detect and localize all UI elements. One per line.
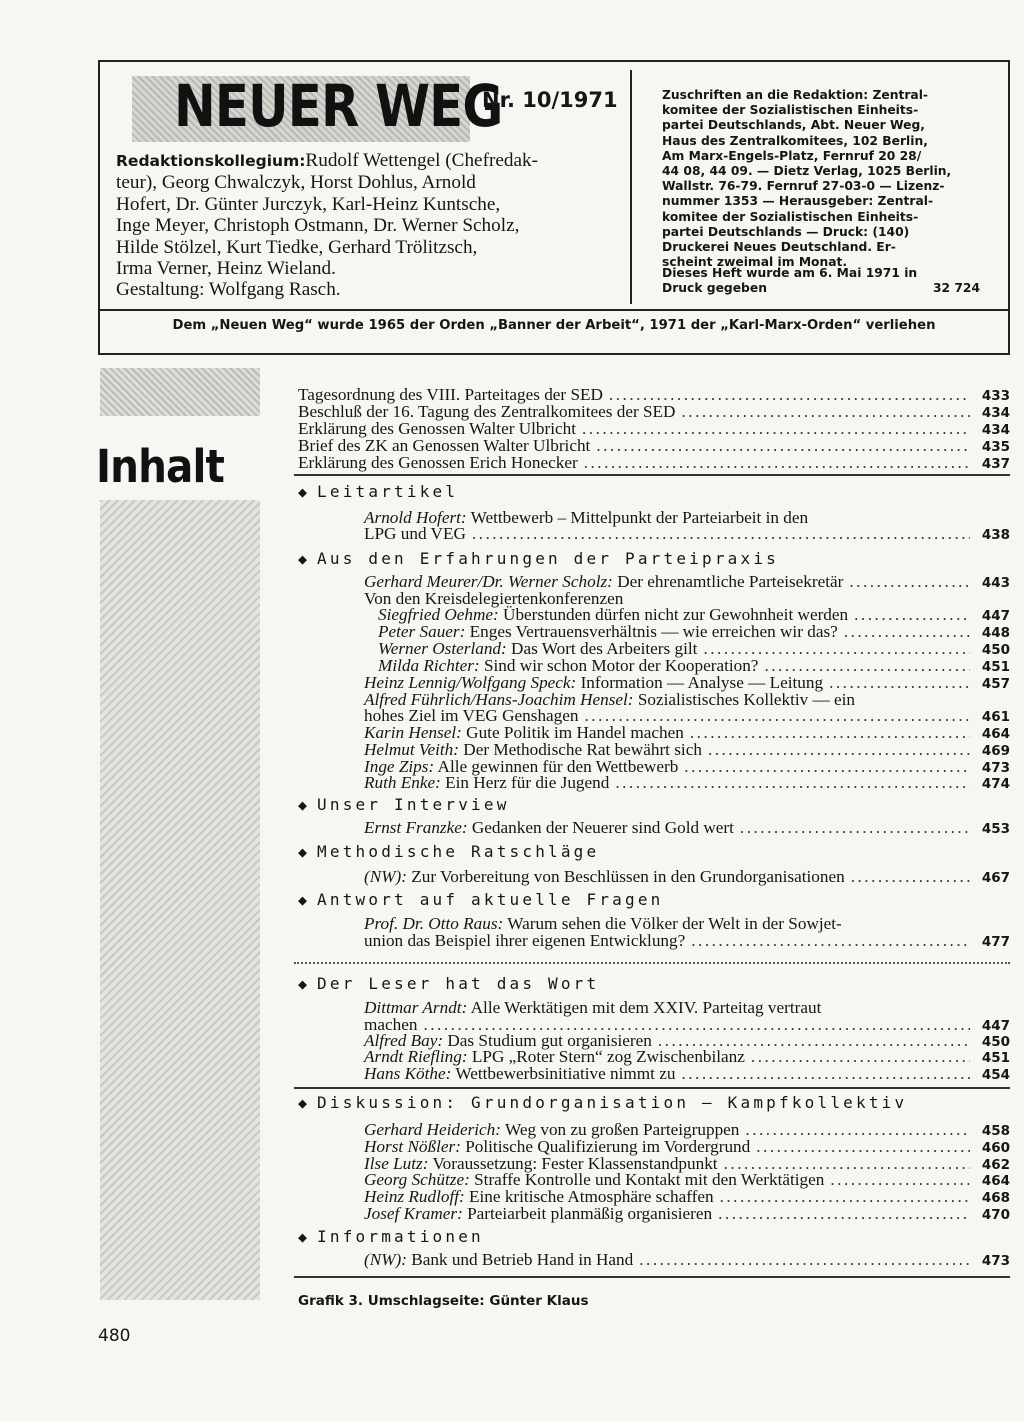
toc-entry-page: 461	[981, 709, 1010, 725]
toc-entry-title: Gerhard Meurer/Dr. Werner Scholz: Der ehrenamtliche Parteisekretär	[364, 572, 844, 591]
section-heading-label: Der Leser hat das Wort	[317, 974, 600, 993]
toc-entry[interactable]	[364, 818, 1010, 838]
toc-entry-title: Ruth Enke: Ein Herz für die Jugend	[364, 773, 610, 792]
toc-entry-author: Dittmar Arndt:	[364, 998, 468, 1017]
toc-entry-title: Horst Nößler: Politische Qualifizierung im Vordergrund	[364, 1137, 751, 1156]
contact-line: Druckerei Neues Deutschland. Er-	[662, 240, 896, 255]
dot-leader	[615, 773, 969, 793]
diamond-icon: ◆	[298, 975, 308, 993]
toc-entry-author: Arnold Hofert:	[364, 508, 467, 527]
contact-line: scheint zweimal im Monat.	[662, 255, 848, 270]
contact-line: Am Marx-Engels-Platz, Fernruf 20 28/	[662, 148, 922, 163]
editorial-board-line: Rudolf Wettengel (Chefredak-	[305, 150, 538, 171]
toc-entry-page: 462	[981, 1157, 1010, 1173]
print-note-line: Druck gegeben	[662, 281, 767, 296]
masthead-divider	[100, 309, 1008, 311]
print-note	[662, 266, 980, 296]
dot-leader	[584, 453, 970, 473]
design-credit: Gestaltung: Wolfgang Rasch.	[116, 279, 341, 301]
toc-entry-page: 454	[981, 1067, 1010, 1083]
toc-entry-page: 453	[981, 821, 1010, 837]
toc-entry-author: Karin Hensel:	[364, 723, 462, 742]
toc-entry-author: Heinz Rudloff:	[364, 1187, 465, 1206]
toc-entry-title: Alfred Bay: Das Studium gut organisieren	[364, 1031, 652, 1050]
magazine-logo	[132, 72, 503, 142]
toc-entry-page: 457	[981, 676, 1010, 692]
diamond-icon: ◆	[298, 483, 308, 501]
toc-entry-page: 473	[981, 1253, 1010, 1269]
toc-entry-title: Alfred Führlich/Hans-Joachim Hensel: Sozialistisches Kollektiv — ein	[364, 690, 856, 709]
dot-leader	[740, 818, 970, 838]
toc-entry-author: Arndt Riefling:	[364, 1047, 468, 1066]
toc-entry-title: Brief des ZK an Genossen Walter Ulbricht	[298, 436, 591, 455]
toc-entry-title: Erklärung des Genossen Walter Ulbricht	[298, 419, 576, 438]
toc-entry-page: 447	[981, 1018, 1010, 1034]
toc-entry-title: union das Beispiel ihrer eigenen Entwicklung?	[364, 931, 686, 950]
toc-entry-page: 443	[981, 575, 1010, 591]
toc-entry-author: Alfred Bay:	[364, 1031, 444, 1050]
toc-entry-title: Karin Hensel: Gute Politik im Handel machen	[364, 723, 684, 742]
section-heading-label: Leitartikel	[317, 482, 459, 501]
toc-entry-title: Georg Schütze: Straffe Kontrolle und Kontakt mit den Werktätigen	[364, 1170, 825, 1189]
toc-entry-page: 433	[981, 388, 1010, 404]
toc-entry-title: Inge Zips: Alle gewinnen für den Wettbewerb	[364, 757, 679, 776]
toc-entry-author: Werner Osterland:	[378, 639, 507, 658]
section-rule	[294, 1087, 1010, 1089]
toc-entry-author: Ilse Lutz:	[364, 1154, 429, 1173]
diamond-icon: ◆	[298, 891, 308, 909]
toc-entry-page: 447	[981, 608, 1010, 624]
decorative-band	[100, 500, 260, 1300]
toc-entry-title: Siegfried Oehme: Überstunden dürfen nicht zur Gewohnheit werden	[378, 605, 849, 624]
editorial-board-line: Inge Meyer, Christoph Ostmann, Dr. Werner Scholz,	[116, 215, 520, 237]
section-heading-label: Methodische Ratschläge	[317, 842, 600, 861]
toc-entry-author: Prof. Dr. Otto Raus:	[364, 914, 504, 933]
toc-entry-page: 467	[981, 870, 1010, 886]
contact-line: partei Deutschlands — Druck: (140)	[662, 224, 910, 239]
toc-entry-title: Ernst Franzke: Gedanken der Neuerer sind Gold wert	[364, 818, 734, 837]
toc-entry[interactable]	[298, 453, 1010, 473]
section-heading-label: Informationen	[317, 1227, 484, 1246]
toc-entry-author: (NW):	[364, 867, 407, 886]
toc-entry-author: Siegfried Oehme:	[378, 605, 499, 624]
contact-line: komitee der Sozialistischen Einheits-	[662, 209, 919, 224]
toc-entry-title: Helmut Veith: Der Methodische Rat bewährt sich	[364, 740, 702, 759]
masthead-column-divider	[630, 70, 632, 304]
diamond-icon: ◆	[298, 1094, 308, 1112]
toc-entry-title: machen	[364, 1015, 418, 1034]
toc-entry-page: 460	[981, 1140, 1010, 1156]
contact-line: nummer 1353 — Herausgeber: Zentral-	[662, 194, 934, 209]
toc-entry-title: Arnold Hofert: Wettbewerb – Mittelpunkt der Parteiarbeit in den	[364, 508, 809, 527]
section-heading	[298, 842, 599, 861]
toc-entry-title: Werner Osterland: Das Wort des Arbeiters gilt	[378, 639, 698, 658]
diamond-icon: ◆	[298, 796, 308, 814]
page-number: 480	[98, 1326, 131, 1346]
section-rule	[294, 1276, 1010, 1278]
editorial-board-line: Irma Verner, Heinz Wieland.	[116, 258, 336, 280]
contact-line: 44 08, 44 09. — Dietz Verlag, 1025 Berlin,	[662, 164, 952, 179]
toc-entry-page: 434	[981, 405, 1010, 421]
section-heading-label: Aus den Erfahrungen der Parteipraxis	[317, 549, 780, 568]
section-heading-label: Unser Interview	[317, 795, 510, 814]
toc-entry-title: Ilse Lutz: Voraussetzung: Fester Klassenstandpunkt	[364, 1154, 718, 1173]
section-heading	[298, 549, 779, 568]
toc-entry-title: Heinz Rudloff: Eine kritische Atmosphäre schaffen	[364, 1187, 714, 1206]
toc-entry-title: Josef Kramer: Parteiarbeit planmäßig organisieren	[364, 1204, 713, 1223]
toc-entry-page: 437	[981, 456, 1010, 472]
toc-entry[interactable]	[364, 524, 1010, 544]
toc-entry-page: 470	[981, 1207, 1010, 1223]
toc-entry-author: Heinz Lennig/Wolfgang Speck:	[364, 673, 577, 692]
section-rule	[294, 474, 1010, 476]
contact-line: komitee der Sozialistischen Einheits-	[662, 103, 919, 118]
toc-entry-author: Peter Sauer:	[378, 622, 466, 641]
toc-entry-title: Erklärung des Genossen Erich Honecker	[298, 453, 578, 472]
contact-line: partei Deutschlands, Abt. Neuer Weg,	[662, 118, 925, 133]
toc-entry-page: 477	[981, 934, 1010, 950]
toc-entry-page: 450	[981, 642, 1010, 658]
toc-entry-page: 438	[981, 527, 1010, 543]
section-heading	[298, 1093, 907, 1112]
editorial-board-label: Redaktionskollegium:	[116, 152, 306, 170]
contact-line: Wallstr. 76-79. Fernruf 27-03-0 — Lizenz-	[662, 179, 945, 194]
section-rule	[294, 962, 1010, 964]
toc-entry-page: 464	[981, 726, 1010, 742]
diamond-icon: ◆	[298, 550, 308, 568]
decorative-band	[100, 368, 260, 416]
toc-entry-title: (NW): Bank und Betrieb Hand in Hand	[364, 1250, 634, 1269]
toc-entry-author: (NW):	[364, 1250, 407, 1269]
graphic-credit: Grafik 3. Umschlagseite: Günter Klaus	[298, 1293, 589, 1309]
toc-entry-page: 434	[981, 422, 1010, 438]
toc-entry[interactable]	[364, 773, 1010, 793]
section-heading-label: Antwort auf aktuelle Fragen	[317, 890, 664, 909]
toc-entry-page: 450	[981, 1034, 1010, 1050]
toc-entry-title: Dittmar Arndt: Alle Werktätigen mit dem XXIV. Parteitag vertraut	[364, 998, 822, 1017]
toc-entry-page: 464	[981, 1173, 1010, 1189]
section-heading	[298, 890, 664, 909]
dot-leader	[639, 1250, 970, 1270]
toc-entry-title: (NW): Zur Vorbereitung von Beschlüssen in den Grundorganisationen	[364, 867, 845, 886]
print-note-line: Dieses Heft wurde am 6. Mai 1971 in	[662, 266, 918, 280]
toc-entry-title: Hans Köthe: Wettbewerbsinitiative nimmt zu	[364, 1064, 676, 1083]
toc-entry-author: Josef Kramer:	[364, 1204, 463, 1223]
dot-leader	[851, 867, 970, 887]
toc-entry-title: Beschluß der 16. Tagung des Zentralkomitees der SED	[298, 402, 676, 421]
print-code: 32 724	[932, 281, 980, 296]
issue-number: Nr. 10/1971	[482, 88, 618, 112]
toc-entry[interactable]	[364, 867, 1010, 887]
toc-entry-page: 435	[981, 439, 1010, 455]
toc-entry-title: Milda Richter: Sind wir schon Motor der Kooperation?	[378, 656, 759, 675]
editorial-board	[116, 150, 606, 301]
toc-entry-title: Prof. Dr. Otto Raus: Warum sehen die Völker der Welt in der Sowjet-	[364, 914, 842, 933]
toc-entry-title: Von den Kreisdelegiertenkonferenzen	[364, 589, 624, 608]
magazine-title: NEUER WEG	[174, 72, 503, 140]
toc-entry-title: Arndt Riefling: LPG „Roter Stern“ zog Zwischenbilanz	[364, 1047, 745, 1066]
toc-entry-title: Gerhard Heiderich: Weg von zu großen Parteigruppen	[364, 1120, 740, 1139]
toc-entry-page: 448	[981, 625, 1010, 641]
section-heading-label: Diskussion: Grundorganisation — Kampfkollektiv	[317, 1093, 908, 1112]
editorial-board-line: teur), Georg Chwalczyk, Horst Dohlus, Arnold	[116, 172, 476, 194]
toc-entry-author: Milda Richter:	[378, 656, 480, 675]
editorial-board-line: Hilde Stölzel, Kurt Tiedke, Gerhard Trölitzsch,	[116, 236, 478, 258]
section-heading	[298, 1227, 484, 1246]
toc-entry-author: Ernst Franzke:	[364, 818, 468, 837]
toc-entry-page: 458	[981, 1123, 1010, 1139]
toc-entry-author: Gerhard Meurer/Dr. Werner Scholz:	[364, 572, 613, 591]
contact-line: Haus des Zentralkomitees, 102 Berlin,	[662, 133, 928, 148]
editorial-board-line: Hofert, Dr. Günter Jurczyk, Karl-Heinz Kuntsche,	[116, 193, 501, 215]
toc-entry[interactable]	[364, 1064, 1010, 1084]
diamond-icon: ◆	[298, 843, 308, 861]
toc-entry[interactable]	[364, 931, 1010, 951]
toc-entry-page: 451	[981, 1050, 1010, 1066]
toc-entry-title: Peter Sauer: Enges Vertrauensverhältnis — wie erreichen wir das?	[378, 622, 838, 641]
toc-entry-author: Horst Nößler:	[364, 1137, 461, 1156]
contact-line: Zuschriften an die Redaktion: Zentral-	[662, 88, 929, 102]
diamond-icon: ◆	[298, 1228, 308, 1246]
toc-entry[interactable]	[364, 1250, 1010, 1270]
dot-leader	[691, 931, 970, 951]
toc-entry-page: 451	[981, 659, 1010, 675]
toc-entry-title: Heinz Lennig/Wolfgang Speck: Information — Analyse — Leitung	[364, 673, 824, 692]
toc-entry-author: Inge Zips:	[364, 757, 435, 776]
toc-entry-author: Alfred Führlich/Hans-Joachim Hensel:	[364, 690, 634, 709]
toc-entry-page: 473	[981, 760, 1010, 776]
toc-entry-page: 468	[981, 1190, 1010, 1206]
toc-entry-title: LPG und VEG	[364, 524, 466, 543]
toc-entry-author: Hans Köthe:	[364, 1064, 452, 1083]
toc-entry[interactable]	[364, 1204, 1010, 1224]
toc-entry-page: 469	[981, 743, 1010, 759]
toc-entry-page: 474	[981, 776, 1010, 792]
toc-entry-title: hohes Ziel im VEG Genshagen	[364, 706, 579, 725]
award-note: Dem „Neuen Weg“ wurde 1965 der Orden „Banner der Arbeit“, 1971 der „Karl-Marx-Orden“ verliehen	[172, 318, 936, 333]
dot-leader	[681, 1064, 969, 1084]
section-heading	[298, 482, 458, 501]
section-heading	[298, 795, 510, 814]
toc-entry-author: Ruth Enke:	[364, 773, 441, 792]
toc-entry-author: Georg Schütze:	[364, 1170, 470, 1189]
contact-info	[662, 88, 982, 270]
dot-leader	[718, 1204, 970, 1224]
dot-leader	[472, 524, 970, 544]
toc-entry-author: Helmut Veith:	[364, 740, 459, 759]
section-heading	[298, 974, 599, 993]
toc-entry-author: Gerhard Heiderich:	[364, 1120, 501, 1139]
toc-entry-title: Tagesordnung des VIII. Parteitages der SED	[298, 385, 603, 404]
contents-heading: Inhalt	[96, 440, 224, 493]
